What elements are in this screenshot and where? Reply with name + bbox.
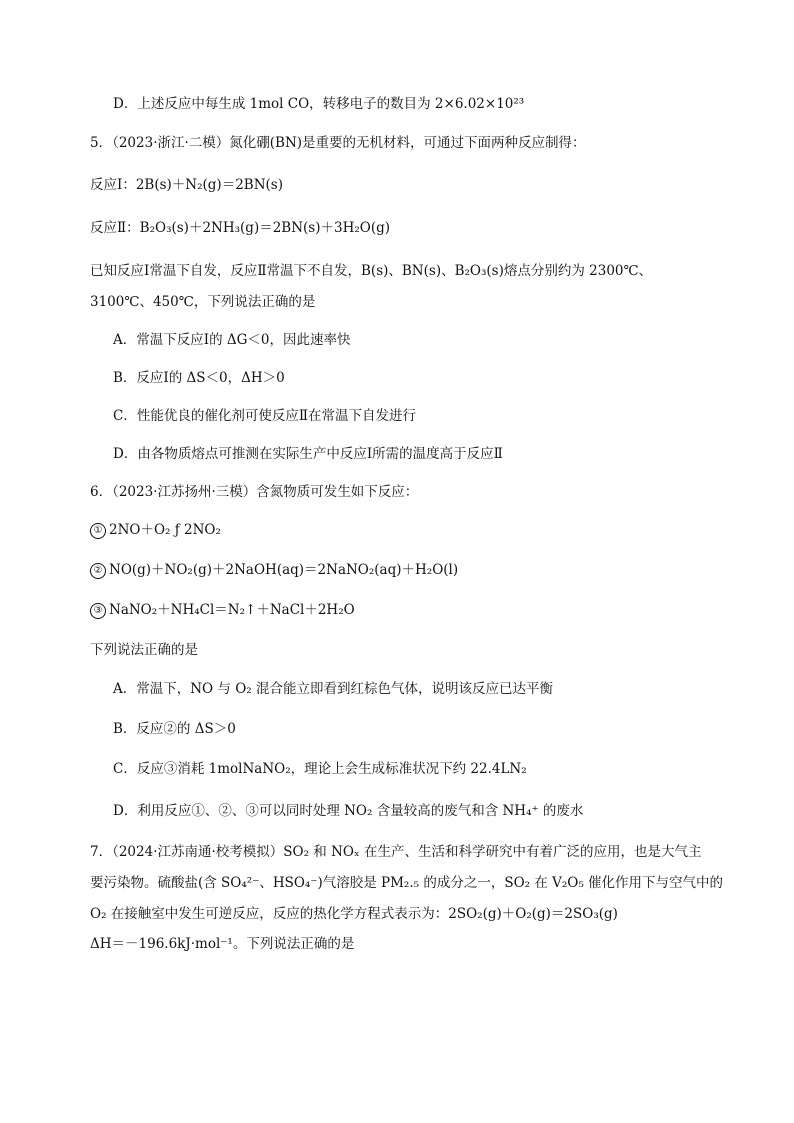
circled-number-3: ③: [90, 603, 106, 619]
q6-option-c: C．反应③消耗 1molNaNO₂，理论上会生成标准状况下约 22.4LN₂: [113, 761, 527, 777]
q5-option-b: B．反应Ⅰ的 ΔS＜0，ΔH＞0: [113, 370, 285, 386]
q6-reaction-3-text: NaNO₂＋NH₄Cl＝N₂↑＋NaCl＋2H₂O: [109, 602, 355, 618]
q5-option-c: C．性能优良的催化剂可使反应Ⅱ在常温下自发进行: [113, 408, 417, 424]
q5-option-d: D．由各物质熔点可推测在实际生产中反应Ⅰ所需的温度高于反应Ⅱ: [113, 446, 503, 462]
q5-option-a: A．常温下反应Ⅰ的 ΔG＜0，因此速率快: [113, 332, 351, 348]
q6-stem: 6．（2023·江苏扬州·三模）含氮物质可发生如下反应：: [90, 484, 419, 500]
q5-reaction-1: 反应Ⅰ：2B(s)＋N₂(g)＝2BN(s): [90, 177, 283, 193]
q4-option-d: D．上述反应中每生成 1mol CO，转移电子的数目为 2×6.02×10²³: [113, 96, 525, 112]
circled-number-2: ②: [90, 563, 106, 579]
q6-reaction-2-text: NO(g)＋NO₂(g)＋2NaOH(aq)＝2NaNO₂(aq)＋H₂O(l): [109, 562, 459, 578]
q7-stem-line-3: O₂ 在接触室中发生可逆反应，反应的热化学方程式表示为：2SO₂(g)＋O₂(g)＝2SO₃(g): [90, 906, 618, 922]
q6-option-a: A．常温下，NO 与 O₂ 混合能立即看到红棕色气体，说明该反应已达平衡: [113, 681, 553, 697]
q6-reaction-3: [90, 600, 355, 620]
q7-stem-line-1: 7．（2024·江苏南通·校考模拟）SO₂ 和 NOₓ 在生产、生活和科学研究中有着广泛的应用，也是大气主: [90, 844, 702, 860]
q5-condition-line-2: 3100℃、450℃，下列说法正确的是: [90, 294, 316, 310]
q6-option-d: D．利用反应①、②、③可以同时处理 NO₂ 含量较高的废气和含 NH₄⁺ 的废水: [113, 803, 584, 819]
q6-reaction-2: [90, 560, 458, 580]
q5-reaction-2: 反应Ⅱ：B₂O₃(s)＋2NH₃(g)＝2BN(s)＋3H₂O(g): [90, 220, 391, 236]
q5-condition-line-1: 已知反应Ⅰ常温下自发，反应Ⅱ常温下不自发，B(s)、BN(s)、B₂O₃(s)熔点分别约为 2300℃、: [90, 263, 653, 279]
circled-number-1: ①: [90, 523, 106, 539]
q7-stem-line-2: 要污染物。硫酸盐(含 SO₄²⁻、HSO₄⁻)气溶胶是 PM₂.₅ 的成分之一，SO₂ 在 V₂O₅ 催化作用下与空气中的: [90, 875, 724, 891]
q6-option-b: B．反应②的 ΔS＞0: [113, 721, 236, 737]
q6-reaction-1: [90, 520, 221, 540]
q5-stem: 5．（2023·浙江·二模）氮化硼(BN)是重要的无机材料，可通过下面两种反应制得：: [90, 135, 586, 151]
q6-prompt: 下列说法正确的是: [90, 642, 198, 658]
q7-stem-line-4: ΔH＝－196.6kJ·mol⁻¹。下列说法正确的是: [90, 936, 355, 952]
q6-reaction-1-text: 2NO＋O₂ ƒ 2NO₂: [109, 522, 221, 538]
